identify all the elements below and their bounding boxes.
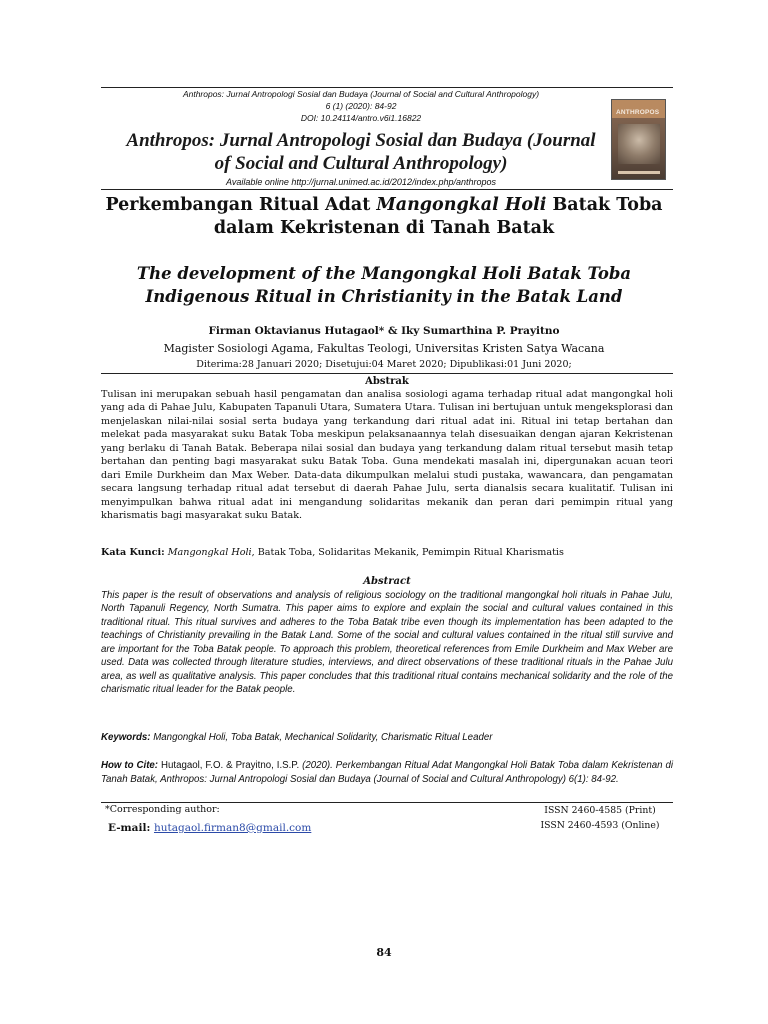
affiliation: Magister Sosiologi Agama, Fakultas Teologi, Universitas Kristen Satya Wacana [163,342,605,355]
issn-block [520,803,680,833]
journal-meta-line: Anthropos: Jurnal Antropologi Sosial dan Budaya (Journal of Social and Cultural Anthropology) [182,89,540,99]
title-id-italic: Mangongkal Holi [376,195,547,215]
email-label: E-mail: [108,822,154,834]
cover-photo [618,124,660,164]
issn-print: ISSN 2460-4585 (Print) [544,805,656,816]
article-title-english [101,262,667,308]
abstract-heading: Abstract [363,576,411,587]
journal-doi: DOI: 10.24114/antro.v6i1.16822 [300,113,422,123]
corresponding-author: *Corresponding author: [105,804,220,815]
abstract-body: This paper is the result of observations and analysis of religious sociology on the traditional mangongkal holi rituals in Pahae Julu, North Tapanuli Regency, North Sumatra. This paper aims to explore and explain the social and cultural values contained in this traditional ritual. This ritual survives and adheres to the Toba Batak tribe even though its implementation has been adapted to the teachings of Christianity prevailing in the Batak Land. Some of the social and cultural values contained in the ritual still survive and are important for the Toba Batak people. To approach this problem, theoretical references from Emile Durkheim and Max Weber are used. Data was collected through literature studies, interviews, and direct observations of these traditional rituals in the Pahae Julu area, as well as qualitative analysis. This paper concludes that this traditional ritual contains mechanical solidarity and the role of the charismatic ritual leader for the Batak people. [101,590,673,696]
author-list: Firman Oktavianus Hutagaol* & Iky Sumarthina P. Prayitno [208,325,560,337]
abstrak-heading: Abstrak [365,376,409,387]
journal-title-line2: of Social and Cultural Anthropology) [214,153,508,174]
abstrak-body: Tulisan ini merupakan sebuah hasil pengamatan dan analisa sosiologi agama terhadap ritual adat mangongkal holi yang ada di Pahae Julu, Kabupaten Tapanuli Utara, Sumatera Utara. Tulisan ini bertujuan untuk mengeksplorasi dan menjelaskan nilai-nilai sosial serta budaya yang terkandung dari ritual adat ini. Ritual ini tetap bertahan dan melekat pada masyarakat suku Batak Toba meskipun pelaksanaannya telah disesuaikan dengan ajaran Kekristenan yang berlaku di Tanah Batak. Beberapa nilai sosial dan budaya yang terkandung dalam ritual tersebut masih tetap bertahan dan penting bagi masyarakat suku Batak Toba. Guna mendekati masalah ini, dipergunakan acuan teori dari Emile Durkheim dan Max Weber. Data-data dikumpulkan melalui studi pustaka, wawancara, dan pengamatan secara langsung terhadap ritual adat tersebut di daerah Pahae Julu, serta dianalsis secara kualitatif. Tulisan ini menyimpulkan bahwa ritual adat ini mengandung solidaritas mekanik dan peran dari pemimpin ritual yang kharismatis bagi masyarakat suku Batak. [101,389,673,522]
dates-rule [101,373,673,374]
available-online-link[interactable]: Available online http://jurnal.unimed.ac.id/2012/index.php/anthropos [225,177,497,187]
kata-kunci-italic: Mangongkal Holi [167,547,252,558]
journal-cover-image [611,99,666,180]
cite-reference: (2020). Perkembangan Ritual Adat Mangongkal Holi Batak Toba dalam Kekristenan di Tanah Batak, Anthropos: Jurnal Antropologi Sosial dan Budaya (Journal of Social and Cultural Anthropology) 6(1): 84-92. [101,760,673,785]
title-en-line1: The development of the Mangongkal Holi Batak Toba [136,264,632,283]
journal-meta [101,88,621,124]
email-link[interactable]: hutagaol.firman8@gmail.com [153,822,312,834]
publication-dates: Diterima:28 Januari 2020; Disetujui:04 Maret 2020; Dipublikasi:01 Juni 2020; [196,359,572,370]
keywords-label: Keywords: [101,732,151,743]
header-bottom-rule [101,189,673,190]
kata-kunci-label: Kata Kunci: [101,547,165,558]
title-id-text: Perkembangan Ritual Adat [105,195,377,215]
article-title-indonesian [101,194,667,240]
kata-kunci [101,546,673,559]
title-en-line2: Indigenous Ritual in Christianity in the Batak Land [145,287,623,306]
page-number: 84 [376,946,392,959]
cite-authors: Hutagaol, F.O. & Prayitno, I.S.P. [158,760,303,771]
email-line [108,821,311,835]
keywords [101,731,673,744]
kata-kunci-rest: , Batak Toba, Solidaritas Mekanik, Pemimpin Ritual Kharismatis [251,547,564,558]
journal-issue: 6 (1) (2020): 84-92 [325,101,397,111]
keywords-text: Mangongkal Holi, Toba Batak, Mechanical Solidarity, Charismatic Ritual Leader [150,732,493,743]
issn-online: ISSN 2460-4593 (Online) [540,820,660,831]
title-id-line2: dalam Kekristenan di Tanah Batak [213,218,555,238]
cover-footer-bar [618,171,660,174]
how-to-cite [101,759,673,787]
cite-label: How to Cite: [101,760,159,771]
cover-title: ANTHROPOS [616,109,660,116]
title-id-text-end: Batak Toba [546,195,663,215]
journal-title-line1: Anthropos: Jurnal Antropologi Sosial dan Budaya (Journal [126,130,596,151]
journal-title [101,129,621,175]
